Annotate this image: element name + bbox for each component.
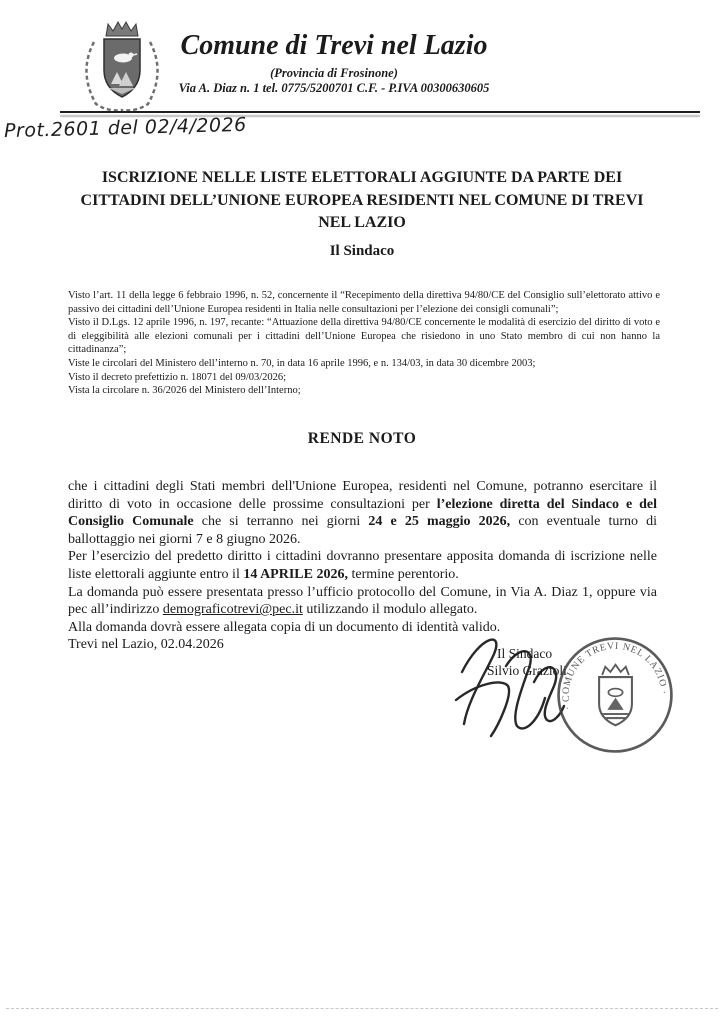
signature-name: Silvio Grazioli <box>487 663 567 678</box>
official-stamp-icon <box>556 636 674 754</box>
municipality-name: Comune di Trevi nel Lazio <box>180 30 488 61</box>
election-name-bold: l’elezione diretta del Sindaco e del Consiglio Comunale <box>68 496 657 530</box>
premise-paragraph: Viste le circolari del Ministero dell’interno n. 70, in data 16 aprile 1996, e n. 134/03, in data 30 dicembre 2003; <box>68 357 536 369</box>
election-dates-bold: 24 e 25 maggio 2026, <box>368 514 511 530</box>
body-paragraph: Alla domanda dovrà essere allegata copia di un documento di identità valido. <box>68 619 501 635</box>
deadline-date-bold: 14 APRILE 2026, <box>243 566 348 582</box>
dateline: Trevi nel Lazio, 02.04.2026 <box>68 637 224 653</box>
signature-role: Il Sindaco <box>497 646 553 661</box>
body-paragraph <box>68 548 657 583</box>
address-line: Via A. Diaz n. 1 tel. 0775/5200701 C.F. - P.IVA 00300630605 <box>178 81 490 95</box>
premise-paragraph: Visto l’art. 11 della legge 6 febbraio 1996, n. 52, concernente il “Recepimento della direttiva 94/80/CE del Consiglio sull’elettorato attivo e passivo dei cittadini dell’Unione Europea residenti in Italia nelle consultazioni per l’elezione dei consigli comunali”; <box>68 290 660 315</box>
protocol-handwritten-note: Prot.2601 del 02/4/2026 <box>3 113 248 143</box>
issuer-heading: Il Sindaco <box>329 243 395 259</box>
stamp-text: · COMUNE TREVI NEL LAZIO · <box>560 640 670 711</box>
notice-title: ISCRIZIONE NELLE LISTE ELETTORALI AGGIUNTE DA PARTE DEI CITTADINI DELL’UNIONE EUROPEA RESIDENTI NEL COMUNE DI TREVI NEL LAZIO <box>80 169 644 231</box>
body-paragraph <box>68 584 657 619</box>
province-line: (Provincia di Frosinone) <box>270 66 398 80</box>
premise-paragraph: Visto il D.Lgs. 12 aprile 1996, n. 197, recante: “Attuazione della direttiva 94/80/CE concernente le modalità di esercizio del diritto di voto e di eleggibilità alle elezioni comunali per i cittadini dell’Unione Europea che risiedono in uno Stato membro di cui non hanno la cittadinanza”; <box>68 317 660 356</box>
body-text-run: La domanda può essere presentata presso l’ufficio protocollo del Comune, in Via A. Diaz 1, oppure via pec all’indirizzo <box>68 584 657 618</box>
premise-paragraph: Visto il decreto prefettizio n. 18071 del 09/03/2026; <box>68 371 287 383</box>
body-text-run: con eventuale turno di ballottaggio nei giorni 7 e 8 giugno 2026. <box>68 514 658 547</box>
pec-email-address: demograficotrevi@pec.it <box>162 602 303 618</box>
letterhead-divider <box>60 111 700 113</box>
body-text-run: Per l’esercizio del predetto diritto i cittadini dovranno presentare apposita domanda di iscrizione nelle liste elettorali aggiunte entro il <box>68 549 657 582</box>
body-text-run: che si terranno nei giorni <box>193 514 369 530</box>
premises-block <box>68 289 660 398</box>
body-text-run: termine perentorio. <box>347 566 459 582</box>
body-text-run: utilizzando il modulo allegato. <box>302 602 478 618</box>
scan-artifact-line <box>6 1008 718 1009</box>
body-text-run: che i cittadini degli Stati membri dell'Unione Europea, residenti nel Comune, potranno esercitare il diritto di voto in occasione delle prossime consultazioni per <box>68 479 657 512</box>
body-paragraph <box>68 478 657 548</box>
declaration-heading: RENDE NOTO <box>307 430 417 447</box>
premise-paragraph: Vista la circolare n. 36/2026 del Ministero dell’Interno; <box>68 385 301 397</box>
